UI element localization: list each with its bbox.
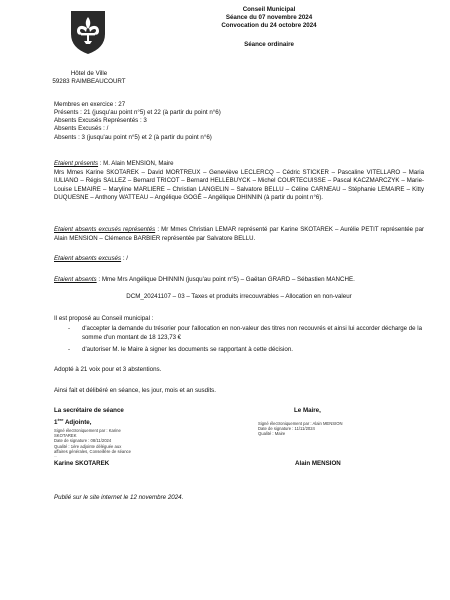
convocation-date: Convocation du 24 octobre 2024 <box>221 22 317 29</box>
sig-left-line-1: Signé électroniquement par : Karine <box>54 428 121 433</box>
secretary-role <box>54 416 91 427</box>
secretary-title: La secrétaire de séance <box>54 407 124 414</box>
vote-result: Adopté à 21 voix pour et 3 abstentions. <box>54 366 162 373</box>
secretary-role-text: Adjointe, <box>64 419 92 427</box>
secretary-electronic-signature <box>54 428 131 458</box>
excused-label: Etaient absents excusés <box>54 255 122 262</box>
secretary-role-number: 1 <box>54 419 58 427</box>
sig-right-line-1: Signé électroniquement par : Alain MENSION <box>258 421 343 426</box>
absent-excused-represented: Absents Excusés Représentés : 3 <box>54 117 147 124</box>
excused-text: : / <box>122 255 128 262</box>
coat-of-arms-logo <box>68 8 108 56</box>
absent: Absents : 3 (jusqu'au point n°5) et 2 (à partir du point n°6) <box>54 134 212 141</box>
session-type: Séance ordinaire <box>244 41 294 48</box>
represented-paragraph <box>54 226 424 243</box>
sig-right-line-2: Date de signature : 11/11/2024 <box>258 426 315 432</box>
absent-label: Etaient absents <box>54 276 97 283</box>
mayor-electronic-signature <box>258 421 343 437</box>
mayor-name: Alain MENSION <box>295 460 341 467</box>
absent-excused: Absents Excusés : / <box>54 125 109 132</box>
members-in-office: Membres en exercice : 27 <box>54 101 126 108</box>
excused-line <box>54 255 128 263</box>
present-president: : M. Alain MENSION, Maire <box>99 160 174 167</box>
sig-left-line-5: affaires générales, Conseillère de séance <box>54 448 131 454</box>
bullet-1-dash: - <box>68 325 71 332</box>
sig-left-line-4: Qualité : 1ère adjointe déléguée aux <box>54 443 122 449</box>
bullet-2-dash: - <box>68 346 71 353</box>
closing-formula: Ainsi fait et délibéré en séance, les jour, mois et an susdits. <box>54 387 216 394</box>
sig-left-line-2: SKOTAREK <box>54 433 77 439</box>
present-label: Etaient présents <box>54 160 99 167</box>
absent-line <box>54 276 355 284</box>
members-present: Présents : 21 (jusqu'au point n°5) et 22 (à partir du point n°6) <box>54 109 221 116</box>
sig-left-line-3: Date de signature : 08/11/2024 <box>54 438 112 444</box>
town-hall-label: Hôtel de Ville <box>70 70 108 77</box>
present-members-list: Mrs Mmes Karine SKOTAREK – David MORTREUX – Geneviève LECLERCQ – Cédric STICKER – Pascaline VITELLARO – Maria IULIANO – Régis SALLEZ – Bernard TRICOT – Bernard HELLEBUYCK – Michel COURTECUISSE – Pascal KACZMARCZYK – Marie-Louise LEMAIRE – Maryline MARLIERE – Christian LANGELIN – Salvatore BELLU – Céline CARNEAU – Stéphanie LEMAIRE – Kitty DUQUESNE – Anthony WATTEAU – Angélique GOGÉ – Angélique DHINNIN (à partir du point n°6). <box>54 168 424 202</box>
secretary-name: Karine SKOTAREK <box>54 460 110 467</box>
represented-text: : Mr Mmes Christian LEMAR représenté par Karine SKOTAREK – Aurélie PETIT représentée par Alain MENSION – Clémence BARBIER représentée par Salvatore BELLU. <box>54 226 424 242</box>
publication-note: Publié sur le site internet le 12 novembre 2024. <box>54 494 184 501</box>
council-title: Conseil Municipal <box>242 6 296 13</box>
sig-left-line-6: ... <box>54 454 57 459</box>
present-members-paragraph <box>54 160 424 203</box>
proposal-item-2: d'autoriser M. le Maire à signer les documents se rapportant à cette décision. <box>82 346 293 353</box>
proposal-intro: Il est proposé au Conseil municipal : <box>54 315 154 322</box>
deliberation-title: DCM_20241107 – 03 – Taxes et produits irrecouvrables – Allocation en non-valeur <box>126 293 352 300</box>
absent-text: : Mme Mrs Angélique DHINNIN (jusqu'au point n°5) – Gaëtan GRARD – Sébastien MANCHE. <box>98 276 355 283</box>
proposal-item-1: d'accepter la demande du trésorier pour l'allocation en non-valeur des titres non recouvrés et ainsi lui accorder décharge de la somme d'un montant de 18 123,73 € <box>82 325 422 341</box>
mayor-title: Le Maire, <box>294 407 321 414</box>
sig-right-line-3: Qualité : Maire <box>258 431 286 437</box>
represented-label: Etaient absents excusés représentés <box>54 226 156 233</box>
town-postcode: 59283 RAIMBEAUCOURT <box>52 78 126 85</box>
session-date: Séance du 07 novembre 2024 <box>225 14 313 21</box>
secretary-role-sup: ère <box>57 417 64 422</box>
